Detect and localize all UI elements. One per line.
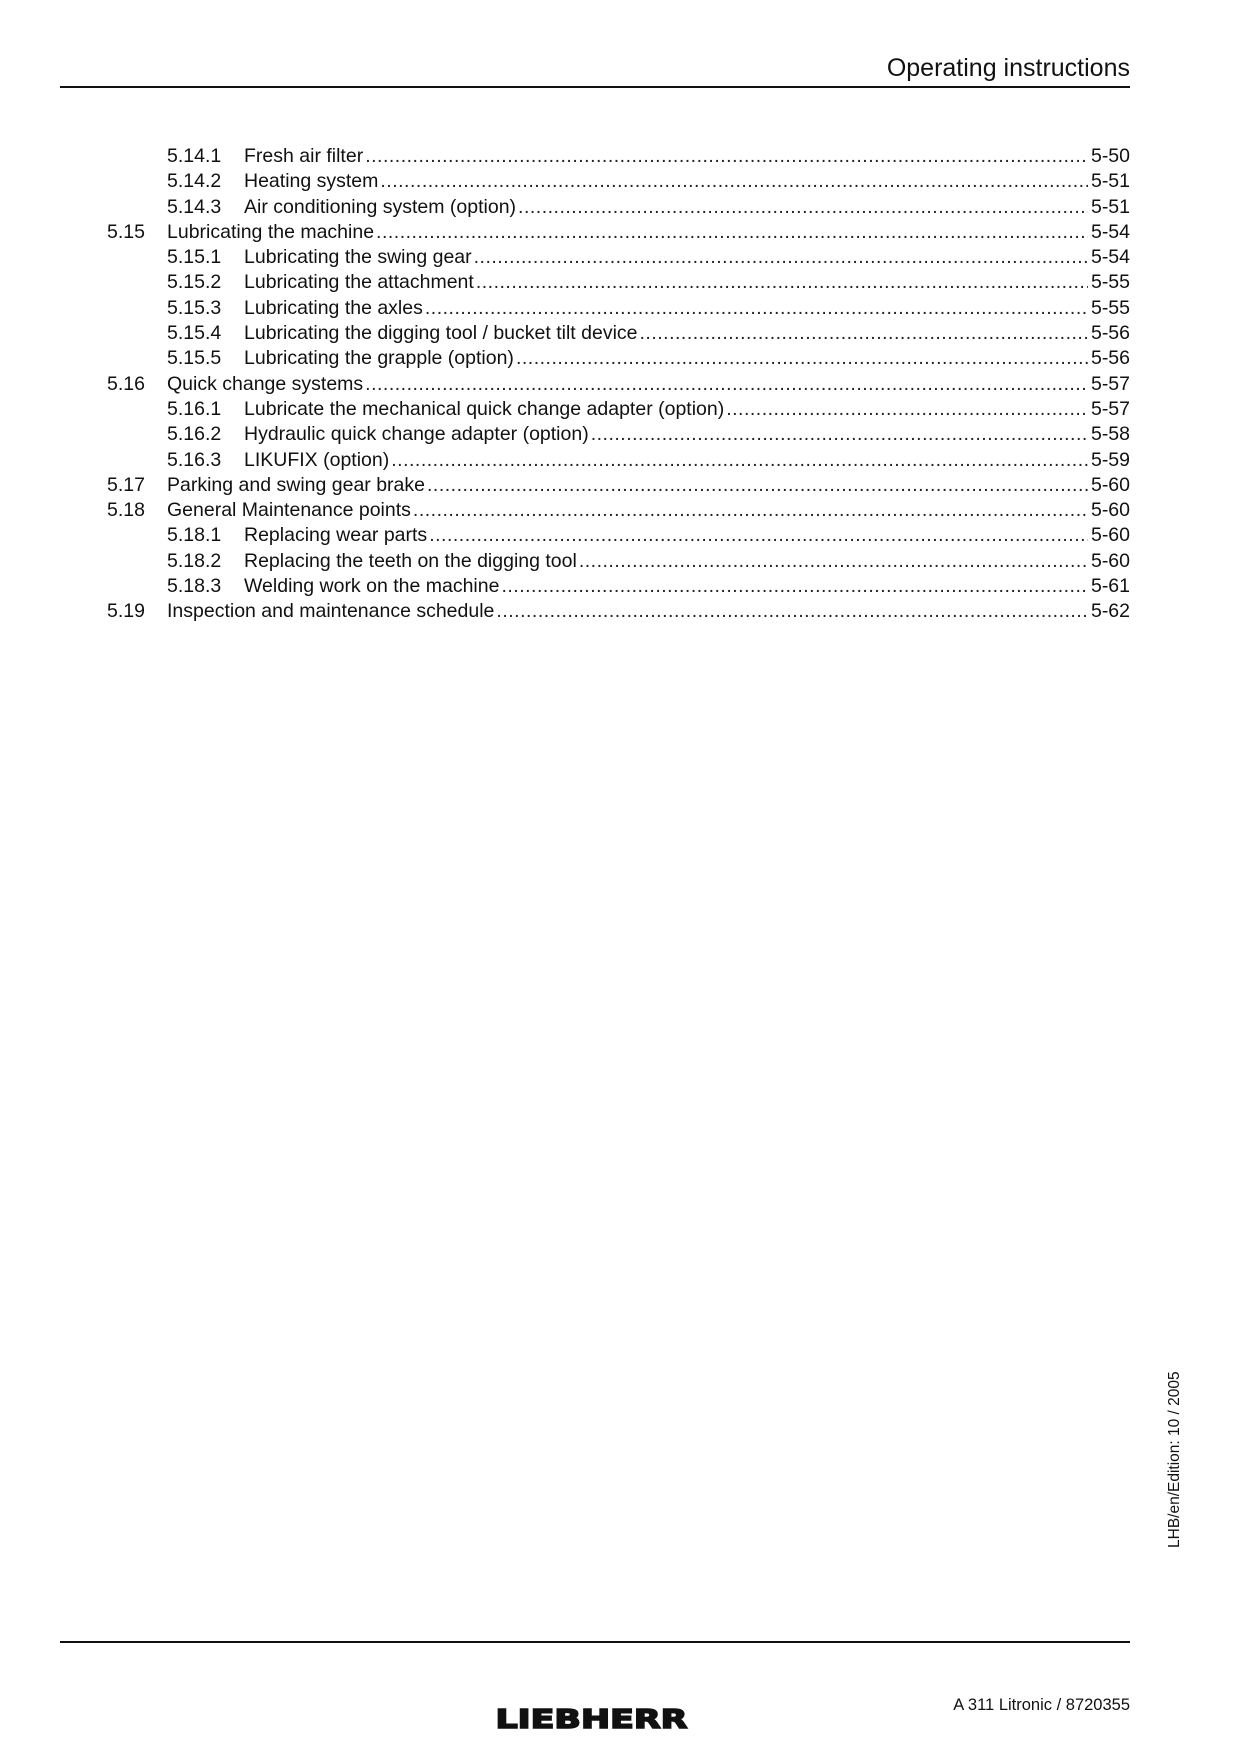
toc-leader-dots bbox=[376, 220, 1088, 245]
toc-leader-dots bbox=[591, 422, 1088, 447]
toc-entry[interactable] bbox=[60, 220, 1130, 245]
toc-entry-number: 5.14.2 bbox=[167, 170, 222, 193]
page-header-title: Operating instructions bbox=[886, 54, 1130, 82]
toc-leader-dots bbox=[425, 296, 1088, 321]
toc-leader-dots bbox=[365, 144, 1088, 169]
toc-leader-dots bbox=[579, 549, 1088, 574]
toc-entry-page: 5-57 bbox=[1090, 397, 1130, 420]
toc-leader-dots bbox=[413, 498, 1088, 523]
toc-entry-title: Replacing wear parts bbox=[244, 524, 428, 547]
toc-entry-number: 5.16 bbox=[107, 372, 145, 395]
toc-entry-page: 5-56 bbox=[1090, 347, 1130, 370]
toc-leader-dots bbox=[496, 599, 1088, 624]
toc-entry-page: 5-57 bbox=[1090, 372, 1130, 395]
toc-entry[interactable] bbox=[60, 473, 1130, 498]
toc-entry-page: 5-56 bbox=[1090, 322, 1130, 345]
toc-entry[interactable] bbox=[60, 144, 1130, 169]
toc-entry-page: 5-54 bbox=[1090, 246, 1130, 269]
toc-entry-number: 5.18.3 bbox=[167, 575, 222, 598]
toc-entry-number: 5.15.3 bbox=[167, 296, 222, 319]
toc-entry-page: 5-58 bbox=[1090, 423, 1130, 446]
toc-entry[interactable] bbox=[60, 321, 1130, 346]
toc-entry-page: 5-54 bbox=[1090, 220, 1130, 243]
toc-entry-number: 5.18 bbox=[107, 499, 145, 522]
toc-entry-title: Welding work on the machine bbox=[244, 575, 500, 598]
toc-entry-title: Lubricating the attachment bbox=[244, 271, 474, 294]
toc-entry-page: 5-60 bbox=[1090, 524, 1130, 547]
toc-entry-number: 5.15 bbox=[107, 220, 145, 243]
toc-entry-title: Lubricating the grapple (option) bbox=[244, 347, 514, 370]
toc-entry[interactable] bbox=[60, 422, 1130, 447]
toc-entry[interactable] bbox=[60, 523, 1130, 548]
footer-rule bbox=[60, 1641, 1130, 1643]
toc-entry-number: 5.19 bbox=[107, 600, 145, 623]
toc-entry-title: Heating system bbox=[244, 170, 379, 193]
toc-entry-page: 5-55 bbox=[1090, 271, 1130, 294]
toc-leader-dots bbox=[427, 473, 1088, 498]
toc-entry[interactable] bbox=[60, 448, 1130, 473]
toc-entry[interactable] bbox=[60, 195, 1130, 220]
toc-entry-page: 5-61 bbox=[1090, 575, 1130, 598]
toc-leader-dots bbox=[380, 169, 1088, 194]
toc-entry-number: 5.14.3 bbox=[167, 195, 222, 218]
toc-leader-dots bbox=[365, 372, 1088, 397]
liebherr-logo bbox=[494, 1705, 689, 1733]
toc-entry-page: 5-60 bbox=[1090, 549, 1130, 572]
toc-entry-number: 5.15.4 bbox=[167, 322, 222, 345]
toc-entry-number: 5.18.2 bbox=[167, 549, 222, 572]
toc-leader-dots bbox=[474, 245, 1088, 270]
toc-entry-title: Replacing the teeth on the digging tool bbox=[244, 549, 577, 572]
toc-entry[interactable] bbox=[60, 245, 1130, 270]
toc-entry-page: 5-59 bbox=[1090, 448, 1130, 471]
toc-entry-number: 5.15.5 bbox=[167, 347, 222, 370]
toc-entry-page: 5-60 bbox=[1090, 473, 1130, 496]
toc-entry[interactable] bbox=[60, 372, 1130, 397]
toc-entry[interactable] bbox=[60, 397, 1130, 422]
document-id: A 311 Litronic / 8720355 bbox=[953, 1696, 1130, 1714]
toc-entry-number: 5.18.1 bbox=[167, 524, 222, 547]
toc-entry-title: Lubricating the machine bbox=[167, 220, 375, 243]
toc-entry-page: 5-60 bbox=[1090, 499, 1130, 522]
table-of-contents bbox=[60, 144, 1130, 625]
toc-entry[interactable] bbox=[60, 270, 1130, 295]
toc-entry-page: 5-50 bbox=[1090, 145, 1130, 167]
toc-entry[interactable] bbox=[60, 574, 1130, 599]
toc-entry-page: 5-51 bbox=[1090, 170, 1130, 193]
liebherr-logo-text: LIEBHERR bbox=[495, 1705, 688, 1733]
toc-entry[interactable] bbox=[60, 296, 1130, 321]
toc-entry[interactable] bbox=[60, 599, 1130, 624]
toc-entry-title: Quick change systems bbox=[167, 372, 364, 395]
toc-leader-dots bbox=[429, 523, 1088, 548]
toc-leader-dots bbox=[516, 346, 1088, 371]
toc-entry-page: 5-62 bbox=[1090, 600, 1130, 623]
toc-entry-title: LIKUFIX (option) bbox=[244, 448, 390, 471]
toc-entry-title: Parking and swing gear brake bbox=[167, 473, 425, 496]
toc-leader-dots bbox=[501, 574, 1088, 599]
toc-entry-number: 5.15.1 bbox=[167, 246, 222, 269]
toc-entry-title: General Maintenance points bbox=[167, 499, 411, 522]
toc-entry-title: Lubricate the mechanical quick change adapter (option) bbox=[244, 397, 725, 420]
toc-entry-page: 5-51 bbox=[1090, 195, 1130, 218]
toc-entry-number: 5.14.1 bbox=[167, 145, 222, 167]
toc-entry-page: 5-55 bbox=[1090, 296, 1130, 319]
toc-leader-dots bbox=[726, 397, 1088, 422]
toc-entry[interactable] bbox=[60, 346, 1130, 371]
toc-entry[interactable] bbox=[60, 498, 1130, 523]
toc-entry-title: Lubricating the swing gear bbox=[244, 246, 472, 269]
toc-entry[interactable] bbox=[60, 169, 1130, 194]
toc-entry-title: Air conditioning system (option) bbox=[244, 195, 517, 218]
toc-leader-dots bbox=[391, 448, 1088, 473]
toc-entry-title: Inspection and maintenance schedule bbox=[167, 600, 495, 623]
toc-entry-title: Lubricating the digging tool / bucket tilt device bbox=[244, 322, 638, 345]
toc-entry-number: 5.16.2 bbox=[167, 423, 222, 446]
header-rule bbox=[60, 86, 1130, 88]
toc-entry-number: 5.17 bbox=[107, 473, 145, 496]
toc-entry-number: 5.16.1 bbox=[167, 397, 222, 420]
toc-entry-title: Fresh air filter bbox=[244, 145, 364, 167]
toc-entry-title: Lubricating the axles bbox=[244, 296, 423, 319]
toc-leader-dots bbox=[640, 321, 1088, 346]
toc-entry[interactable] bbox=[60, 549, 1130, 574]
toc-entry-number: 5.16.3 bbox=[167, 448, 222, 471]
toc-leader-dots bbox=[518, 195, 1088, 220]
edition-note: LHB/en/Edition: 10 / 2005 bbox=[1166, 1371, 1183, 1548]
toc-leader-dots bbox=[476, 270, 1088, 295]
toc-entry-number: 5.15.2 bbox=[167, 271, 222, 294]
toc-entry-title: Hydraulic quick change adapter (option) bbox=[244, 423, 589, 446]
